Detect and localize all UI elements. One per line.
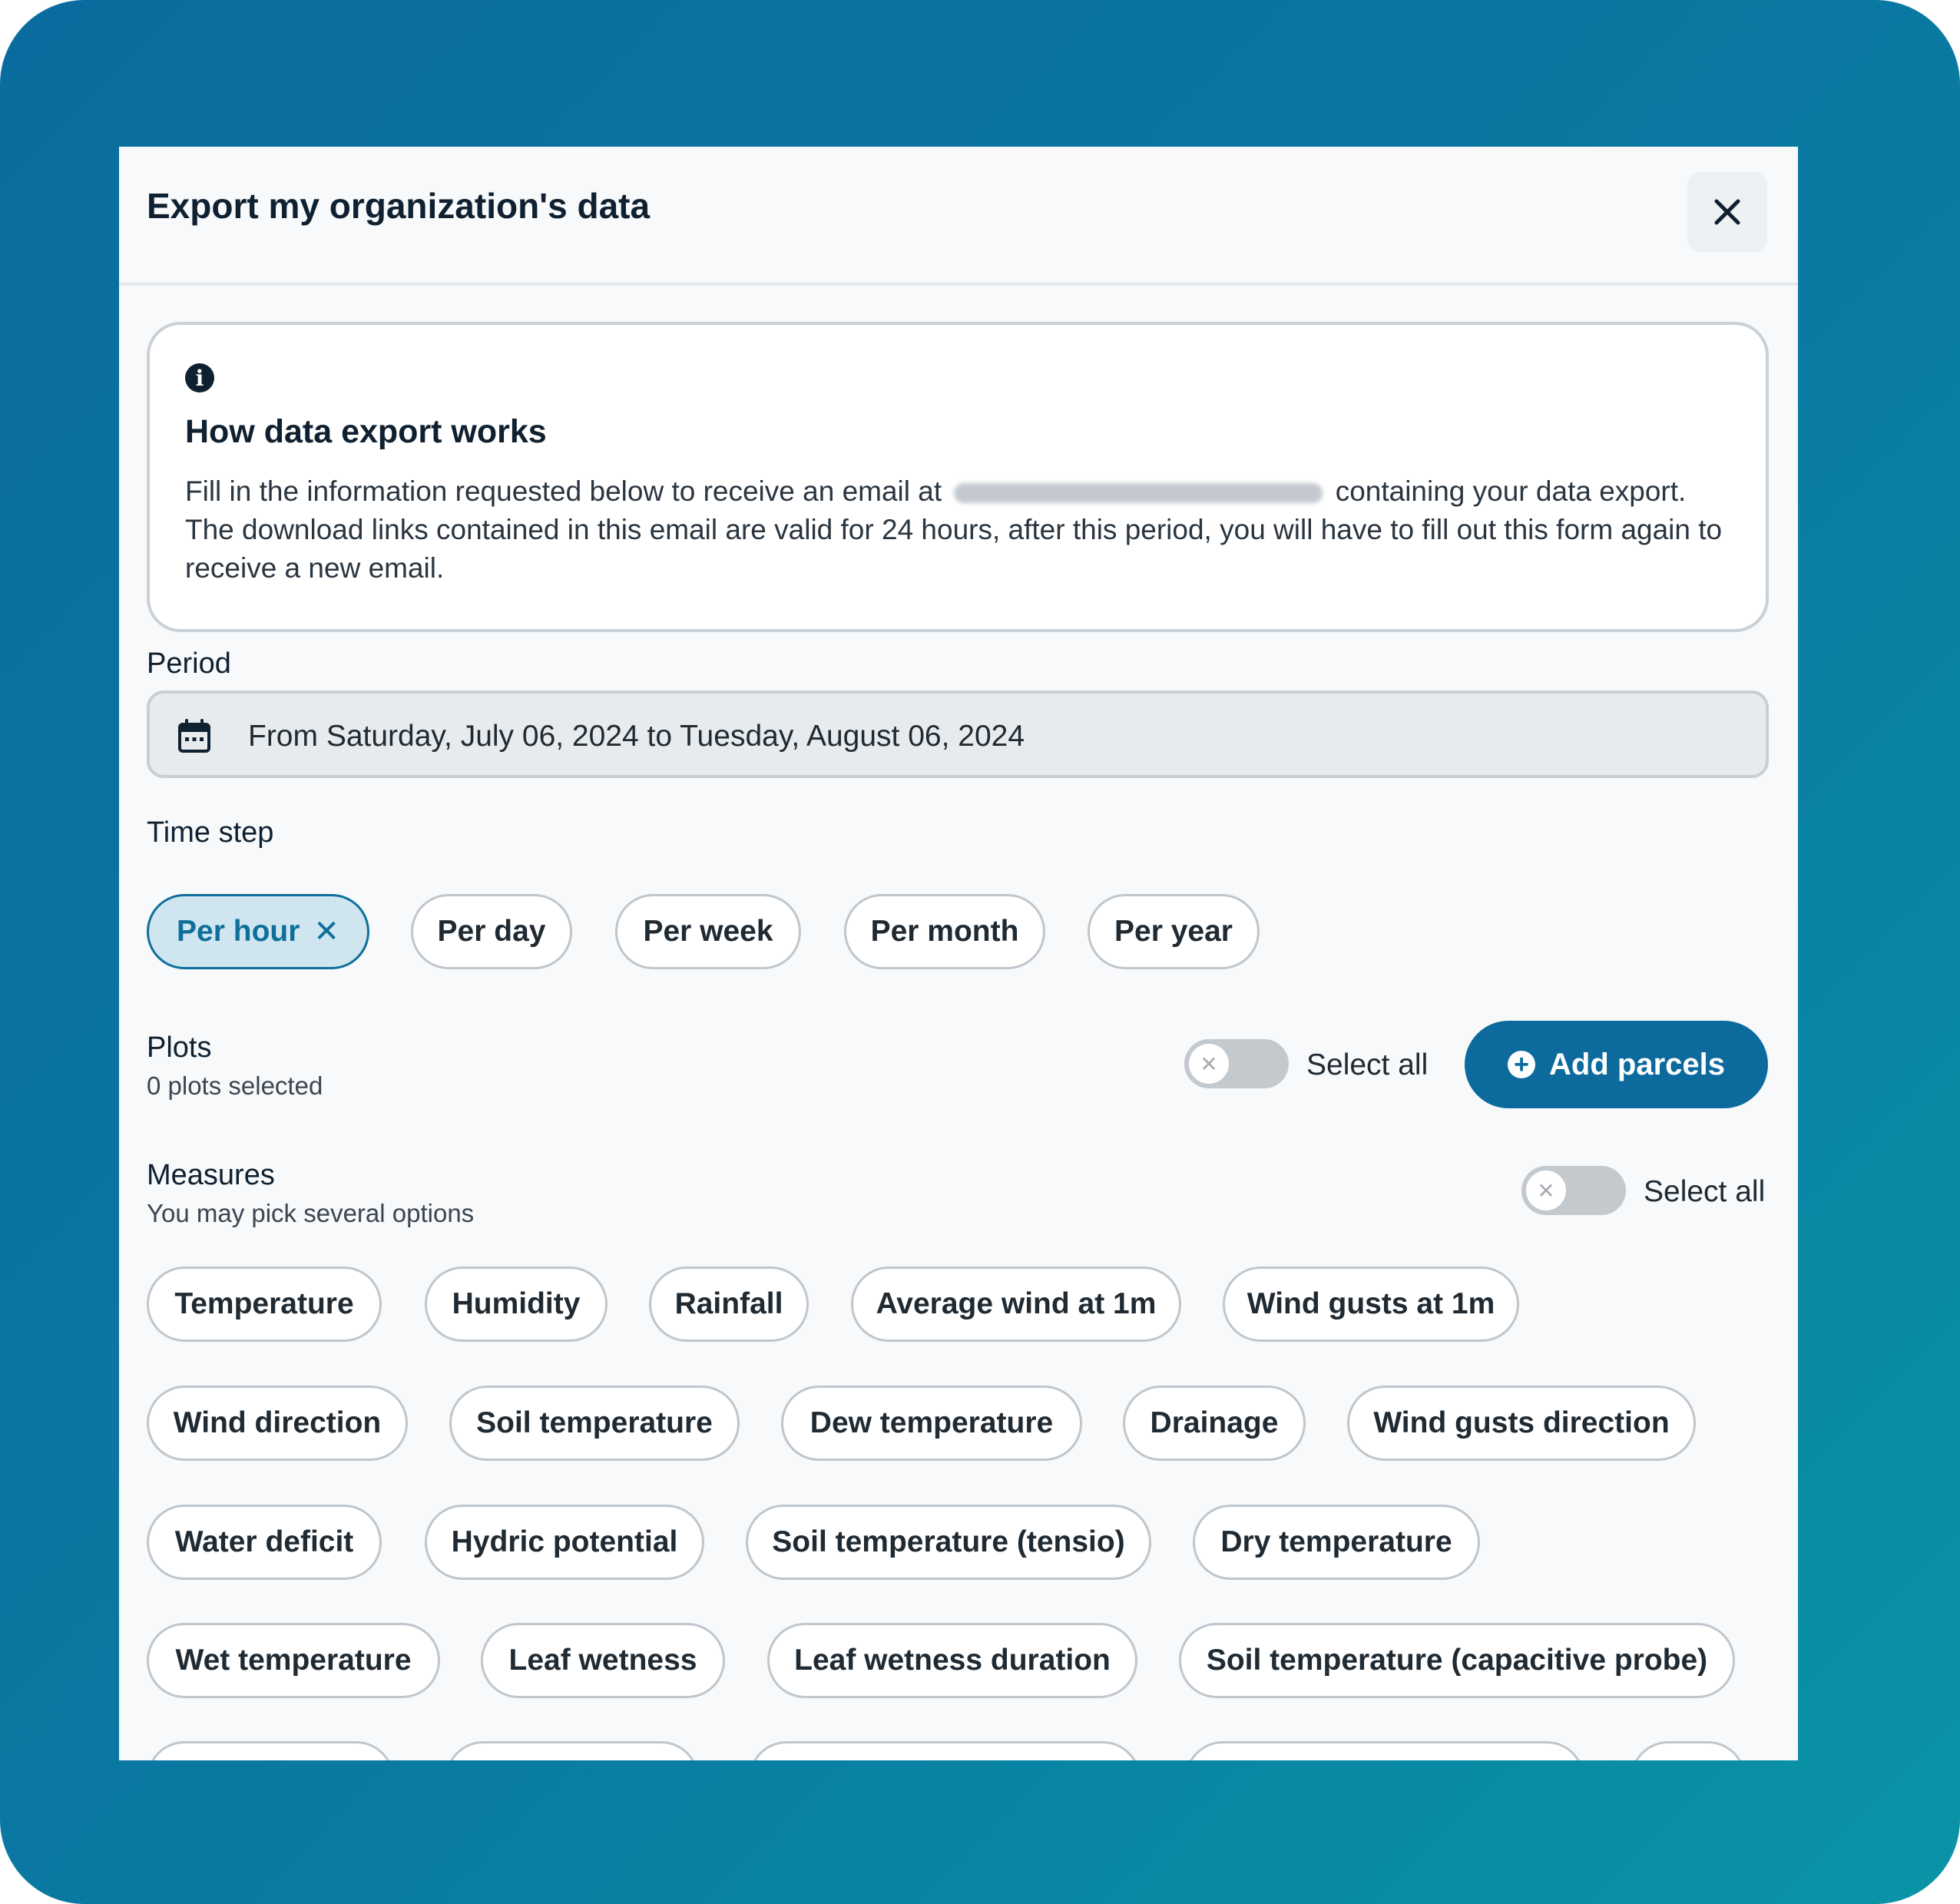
measure-chip-cut-off[interactable] <box>1631 1741 1746 1760</box>
chip-label: Wind gusts direction <box>1373 1406 1670 1439</box>
info-text-after: containing your data export. The download links contained in this email are valid for 24 hours, after this period, you will have to fill out this form again to receive a new email. <box>185 475 1723 584</box>
measures-hint: You may pick several options <box>147 1199 475 1227</box>
plots-select-all-toggle[interactable] <box>1184 1039 1289 1088</box>
measure-chip-cut-off[interactable] <box>445 1741 699 1760</box>
measure-rainfall[interactable] <box>649 1267 809 1342</box>
time-step-label: Time step <box>147 816 274 849</box>
chip-label: Wind gusts at 1m <box>1247 1287 1495 1320</box>
measures-select-all-label: Select all <box>1644 1175 1766 1208</box>
measure-chip-cut-off[interactable] <box>1185 1741 1584 1760</box>
measure-temperature[interactable] <box>147 1267 382 1342</box>
measure-chip-cut-off[interactable] <box>147 1741 394 1760</box>
chip-label: Drainage <box>1150 1406 1279 1439</box>
measure-wind-gusts-direction[interactable] <box>1347 1386 1696 1461</box>
measure-wind-direction[interactable] <box>147 1386 408 1461</box>
chip-label: Wind direction <box>173 1406 382 1439</box>
chip-label: Per week <box>643 915 773 948</box>
chip-label: Dew temperature <box>809 1406 1054 1439</box>
add-parcels-label: Add parcels <box>1549 1047 1725 1081</box>
redacted-email <box>954 483 1323 503</box>
measures-select-all-toggle[interactable] <box>1521 1166 1626 1215</box>
info-icon: i <box>185 363 214 392</box>
time-step-per-week[interactable] <box>615 894 801 969</box>
measure-average-wind[interactable] <box>851 1267 1181 1342</box>
chip-label: Soil temperature (tensio) <box>772 1525 1125 1558</box>
close-icon <box>1712 197 1743 227</box>
measure-soil-temperature-tensio[interactable] <box>746 1505 1151 1580</box>
chip-label: Per day <box>437 915 546 948</box>
chip-label: Soil temperature (capacitive probe) <box>1206 1644 1708 1677</box>
measure-leaf-wetness[interactable] <box>481 1623 725 1698</box>
measure-drainage[interactable] <box>1123 1386 1306 1461</box>
period-field[interactable] <box>147 690 1769 778</box>
measure-dry-temperature[interactable] <box>1193 1505 1480 1580</box>
measure-wind-gusts[interactable] <box>1223 1267 1519 1342</box>
close-button[interactable] <box>1687 172 1767 252</box>
plus-circle-icon: + <box>1508 1051 1535 1078</box>
remove-icon[interactable]: ✕ <box>313 915 339 949</box>
chip-label: Leaf wetness duration <box>794 1644 1111 1677</box>
chip-label: Water deficit <box>174 1525 354 1558</box>
chip-label: Per hour <box>177 915 300 948</box>
info-box <box>147 322 1769 632</box>
measure-dew-temperature[interactable] <box>781 1386 1082 1461</box>
measure-soil-temperature[interactable] <box>449 1386 740 1461</box>
add-parcels-button[interactable] <box>1465 1021 1768 1108</box>
chip-label: Wet temperature <box>175 1644 412 1677</box>
info-title: How data export works <box>185 413 547 450</box>
toggle-off-icon: ✕ <box>1526 1171 1566 1210</box>
time-step-per-hour[interactable] <box>147 894 369 969</box>
measure-leaf-wetness-duration[interactable] <box>767 1623 1137 1698</box>
measure-chip-cut-off[interactable] <box>749 1741 1141 1760</box>
chip-label: Temperature <box>174 1287 354 1320</box>
chip-label: Per year <box>1114 915 1233 948</box>
period-value: From Saturday, July 06, 2024 to Tuesday, August 06, 2024 <box>248 720 1025 753</box>
measure-humidity[interactable] <box>425 1267 608 1342</box>
chip-label: Average wind at 1m <box>876 1287 1157 1320</box>
period-label: Period <box>147 647 231 680</box>
measures-label: Measures <box>147 1159 275 1191</box>
export-modal <box>119 147 1798 1760</box>
chip-label: Hydric potential <box>451 1525 678 1558</box>
plots-label: Plots <box>147 1031 212 1064</box>
modal-title: Export my organization's data <box>147 186 651 226</box>
measure-soil-temperature-capacitive[interactable] <box>1179 1623 1735 1698</box>
info-text <box>185 472 1737 588</box>
info-text-before: Fill in the information requested below to receive an email at <box>185 475 942 507</box>
measure-wet-temperature[interactable] <box>147 1623 440 1698</box>
measure-water-deficit[interactable] <box>147 1505 382 1580</box>
chip-label: Humidity <box>452 1287 581 1320</box>
chip-label: Leaf wetness <box>508 1644 697 1677</box>
chip-label: Dry temperature <box>1220 1525 1452 1558</box>
time-step-per-day[interactable] <box>411 894 572 969</box>
time-step-per-year[interactable] <box>1088 894 1260 969</box>
measure-hydric-potential[interactable] <box>425 1505 704 1580</box>
time-step-per-month[interactable] <box>844 894 1045 969</box>
toggle-off-icon: ✕ <box>1189 1044 1229 1084</box>
modal-header <box>119 147 1798 286</box>
chip-label: Soil temperature <box>476 1406 713 1439</box>
plots-select-all-label: Select all <box>1306 1048 1429 1081</box>
calendar-icon <box>176 718 213 755</box>
chip-label: Rainfall <box>674 1287 783 1320</box>
plots-count: 0 plots selected <box>147 1071 323 1100</box>
chip-label: Per month <box>870 915 1019 948</box>
